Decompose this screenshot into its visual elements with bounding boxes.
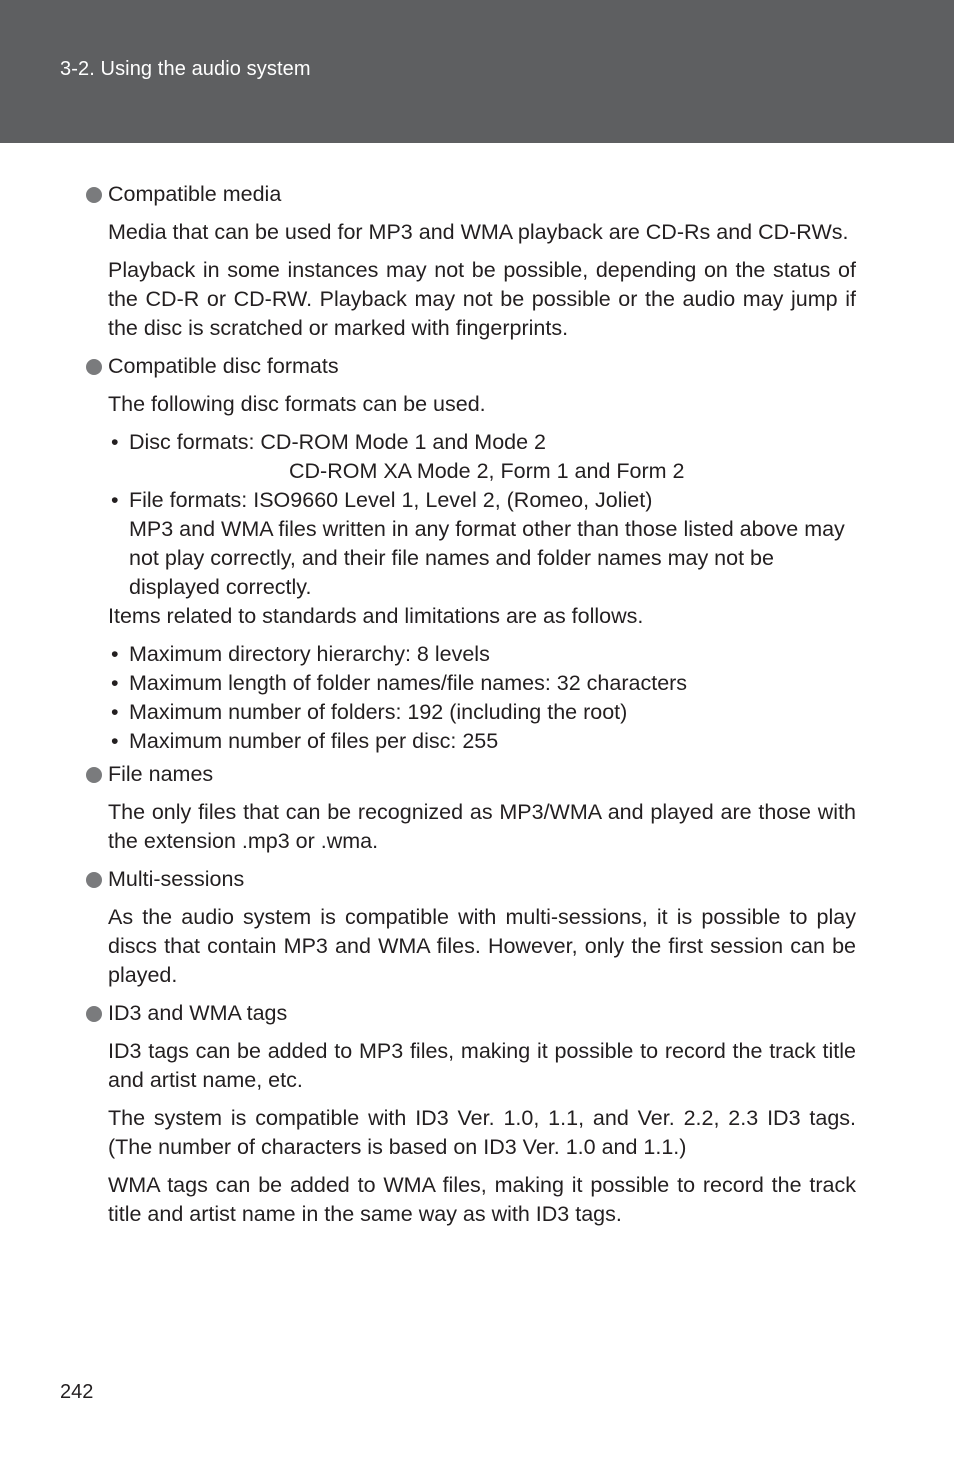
list-bullet: • xyxy=(111,700,119,724)
list-bullet: • xyxy=(111,642,119,666)
limits-list xyxy=(108,640,856,756)
list-item xyxy=(108,640,856,669)
list-item-text: Maximum number of folders: 192 (including the root) xyxy=(129,700,628,724)
list-item-text: Maximum number of files per disc: 255 xyxy=(129,729,499,753)
paragraph: Items related to standards and limitations are as follows. xyxy=(108,604,644,628)
heading-compatible-media xyxy=(86,180,856,209)
list-item-text: MP3 and WMA files written in any format other than those listed above may not play correctly, and their file names and folder names may not be displayed correctly. xyxy=(129,517,845,599)
paragraph: The only files that can be recognized as MP3/WMA and played are those with the extension .mp3 or .wma. xyxy=(108,800,856,853)
paragraph: ID3 tags can be added to MP3 files, making it possible to record the track title and artist name, etc. xyxy=(108,1039,856,1092)
page-number: 242 xyxy=(60,1381,94,1403)
bullet-dot-icon xyxy=(86,187,102,203)
paragraph: As the audio system is compatible with multi-sessions, it is possible to play discs that contain MP3 and WMA files. However, only the first session can be played. xyxy=(108,905,856,987)
list-bullet: • xyxy=(111,430,119,454)
list-item xyxy=(108,486,856,602)
main-content xyxy=(86,180,856,1238)
list-item-text: Maximum directory hierarchy: 8 levels xyxy=(129,642,490,666)
paragraph: The following disc formats can be used. xyxy=(108,392,486,416)
heading-text: Multi-sessions xyxy=(108,867,245,891)
paragraph: WMA tags can be added to WMA files, making it possible to record the track title and artist name in the same way as with ID3 tags. xyxy=(108,1173,856,1226)
section-title: 3-2. Using the audio system xyxy=(60,58,311,80)
heading-text: Compatible disc formats xyxy=(108,354,339,378)
list-bullet: • xyxy=(111,671,119,695)
heading-multi-sessions xyxy=(86,865,856,894)
heading-id3-wma-tags xyxy=(86,999,856,1028)
list-item xyxy=(108,669,856,698)
list-bullet: • xyxy=(111,729,119,753)
paragraph: Media that can be used for MP3 and WMA playback are CD-Rs and CD-RWs. xyxy=(108,220,849,244)
page-header xyxy=(0,0,954,143)
heading-disc-formats xyxy=(86,352,856,381)
paragraph: Playback in some instances may not be possible, depending on the status of the CD-R or CD-RW. Playback may not be possible or the audio may jump if the disc is scratched or marked with fingerprints. xyxy=(108,258,856,340)
format-list xyxy=(108,428,856,602)
list-item xyxy=(108,428,856,486)
list-bullet: • xyxy=(111,488,119,512)
list-item xyxy=(108,727,856,756)
list-item xyxy=(108,698,856,727)
heading-text: ID3 and WMA tags xyxy=(108,1001,288,1025)
bullet-dot-icon xyxy=(86,1006,102,1022)
list-item-text: Maximum length of folder names/file names: 32 characters xyxy=(129,671,688,695)
bullet-dot-icon xyxy=(86,359,102,375)
paragraph: The system is compatible with ID3 Ver. 1.0, 1.1, and Ver. 2.2, 2.3 ID3 tags. (The number of characters is based on ID3 Ver. 1.0 and 1.1.) xyxy=(108,1106,856,1159)
list-item-text: Disc formats: CD-ROM Mode 1 and Mode 2 xyxy=(129,430,546,454)
bullet-dot-icon xyxy=(86,767,102,783)
list-item-text: CD-ROM XA Mode 2, Form 1 and Form 2 xyxy=(289,459,685,483)
heading-text: File names xyxy=(108,762,214,786)
list-item-text: File formats: ISO9660 Level 1, Level 2, (Romeo, Joliet) xyxy=(129,488,653,512)
bullet-dot-icon xyxy=(86,872,102,888)
heading-text: Compatible media xyxy=(108,182,282,206)
heading-file-names xyxy=(86,760,856,789)
